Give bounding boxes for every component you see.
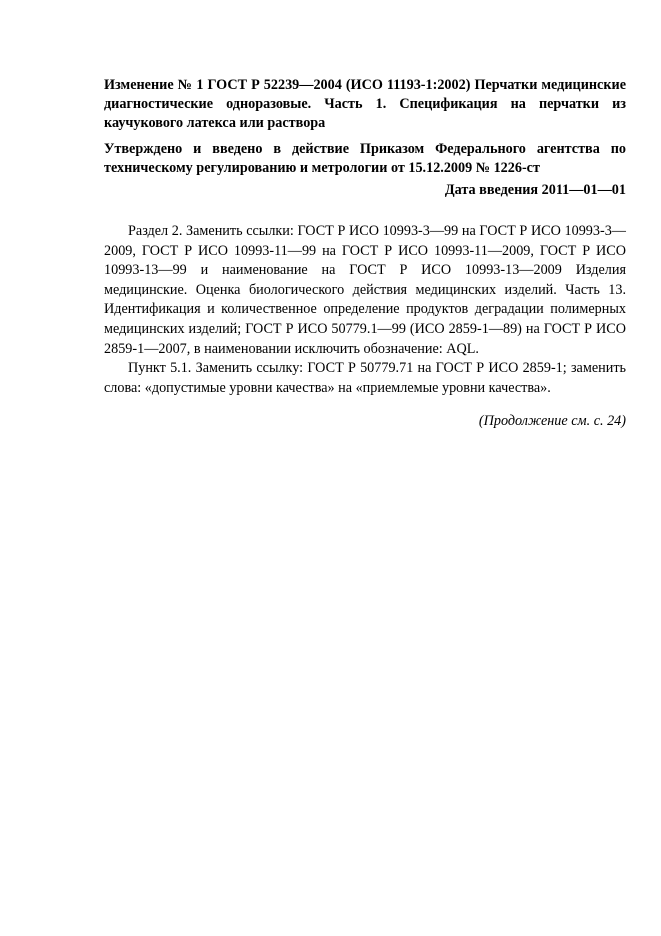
document-body xyxy=(104,222,626,398)
document-page xyxy=(104,76,626,431)
continuation-note: (Продолжение см. с. 24) xyxy=(478,413,626,430)
approval-statement: Утверждено и введено в действие Приказом Федерального агентства по техническому регулированию и метрологии от 15.12.2009 № 1226-ст xyxy=(104,141,626,176)
paragraph-section-2: Раздел 2. Заменить ссылки: ГОСТ Р ИСО 10993-3—99 на ГОСТ Р ИСО 10993-3—2009, ГОСТ Р ИСО 10993-11—99 на ГОСТ Р ИСО 10993-11—2009, ГОСТ Р ИСО 10993-13—99 и наименование на ГОСТ Р ИСО 10993-13—2009 Изделия медицинские. Оценка биологического действия медицинских изделий. Часть 13. Идентификация и количественное определение продуктов деградации полимерных медицинских изделий; ГОСТ Р ИСО 50779.1—99 (ИСО 2859-1—89) на ГОСТ Р ИСО 2859-1—2007, в наименовании исключить обозначение: AQL. xyxy=(104,223,626,357)
amendment-title: Изменение № 1 ГОСТ Р 52239—2004 (ИСО 11193-1:2002) Перчатки медицинские диагностические одноразовые. Часть 1. Спецификация на перчатки из каучукового латекса или раствора xyxy=(104,77,626,131)
introduction-date: Дата введения 2011—01—01 xyxy=(444,182,626,198)
paragraph-clause-5-1: Пункт 5.1. Заменить ссылку: ГОСТ Р 50779.71 на ГОСТ Р ИСО 2859-1; заменить слова: «допустимые уровни качества» на «приемлемые уровни качества». xyxy=(104,360,626,396)
